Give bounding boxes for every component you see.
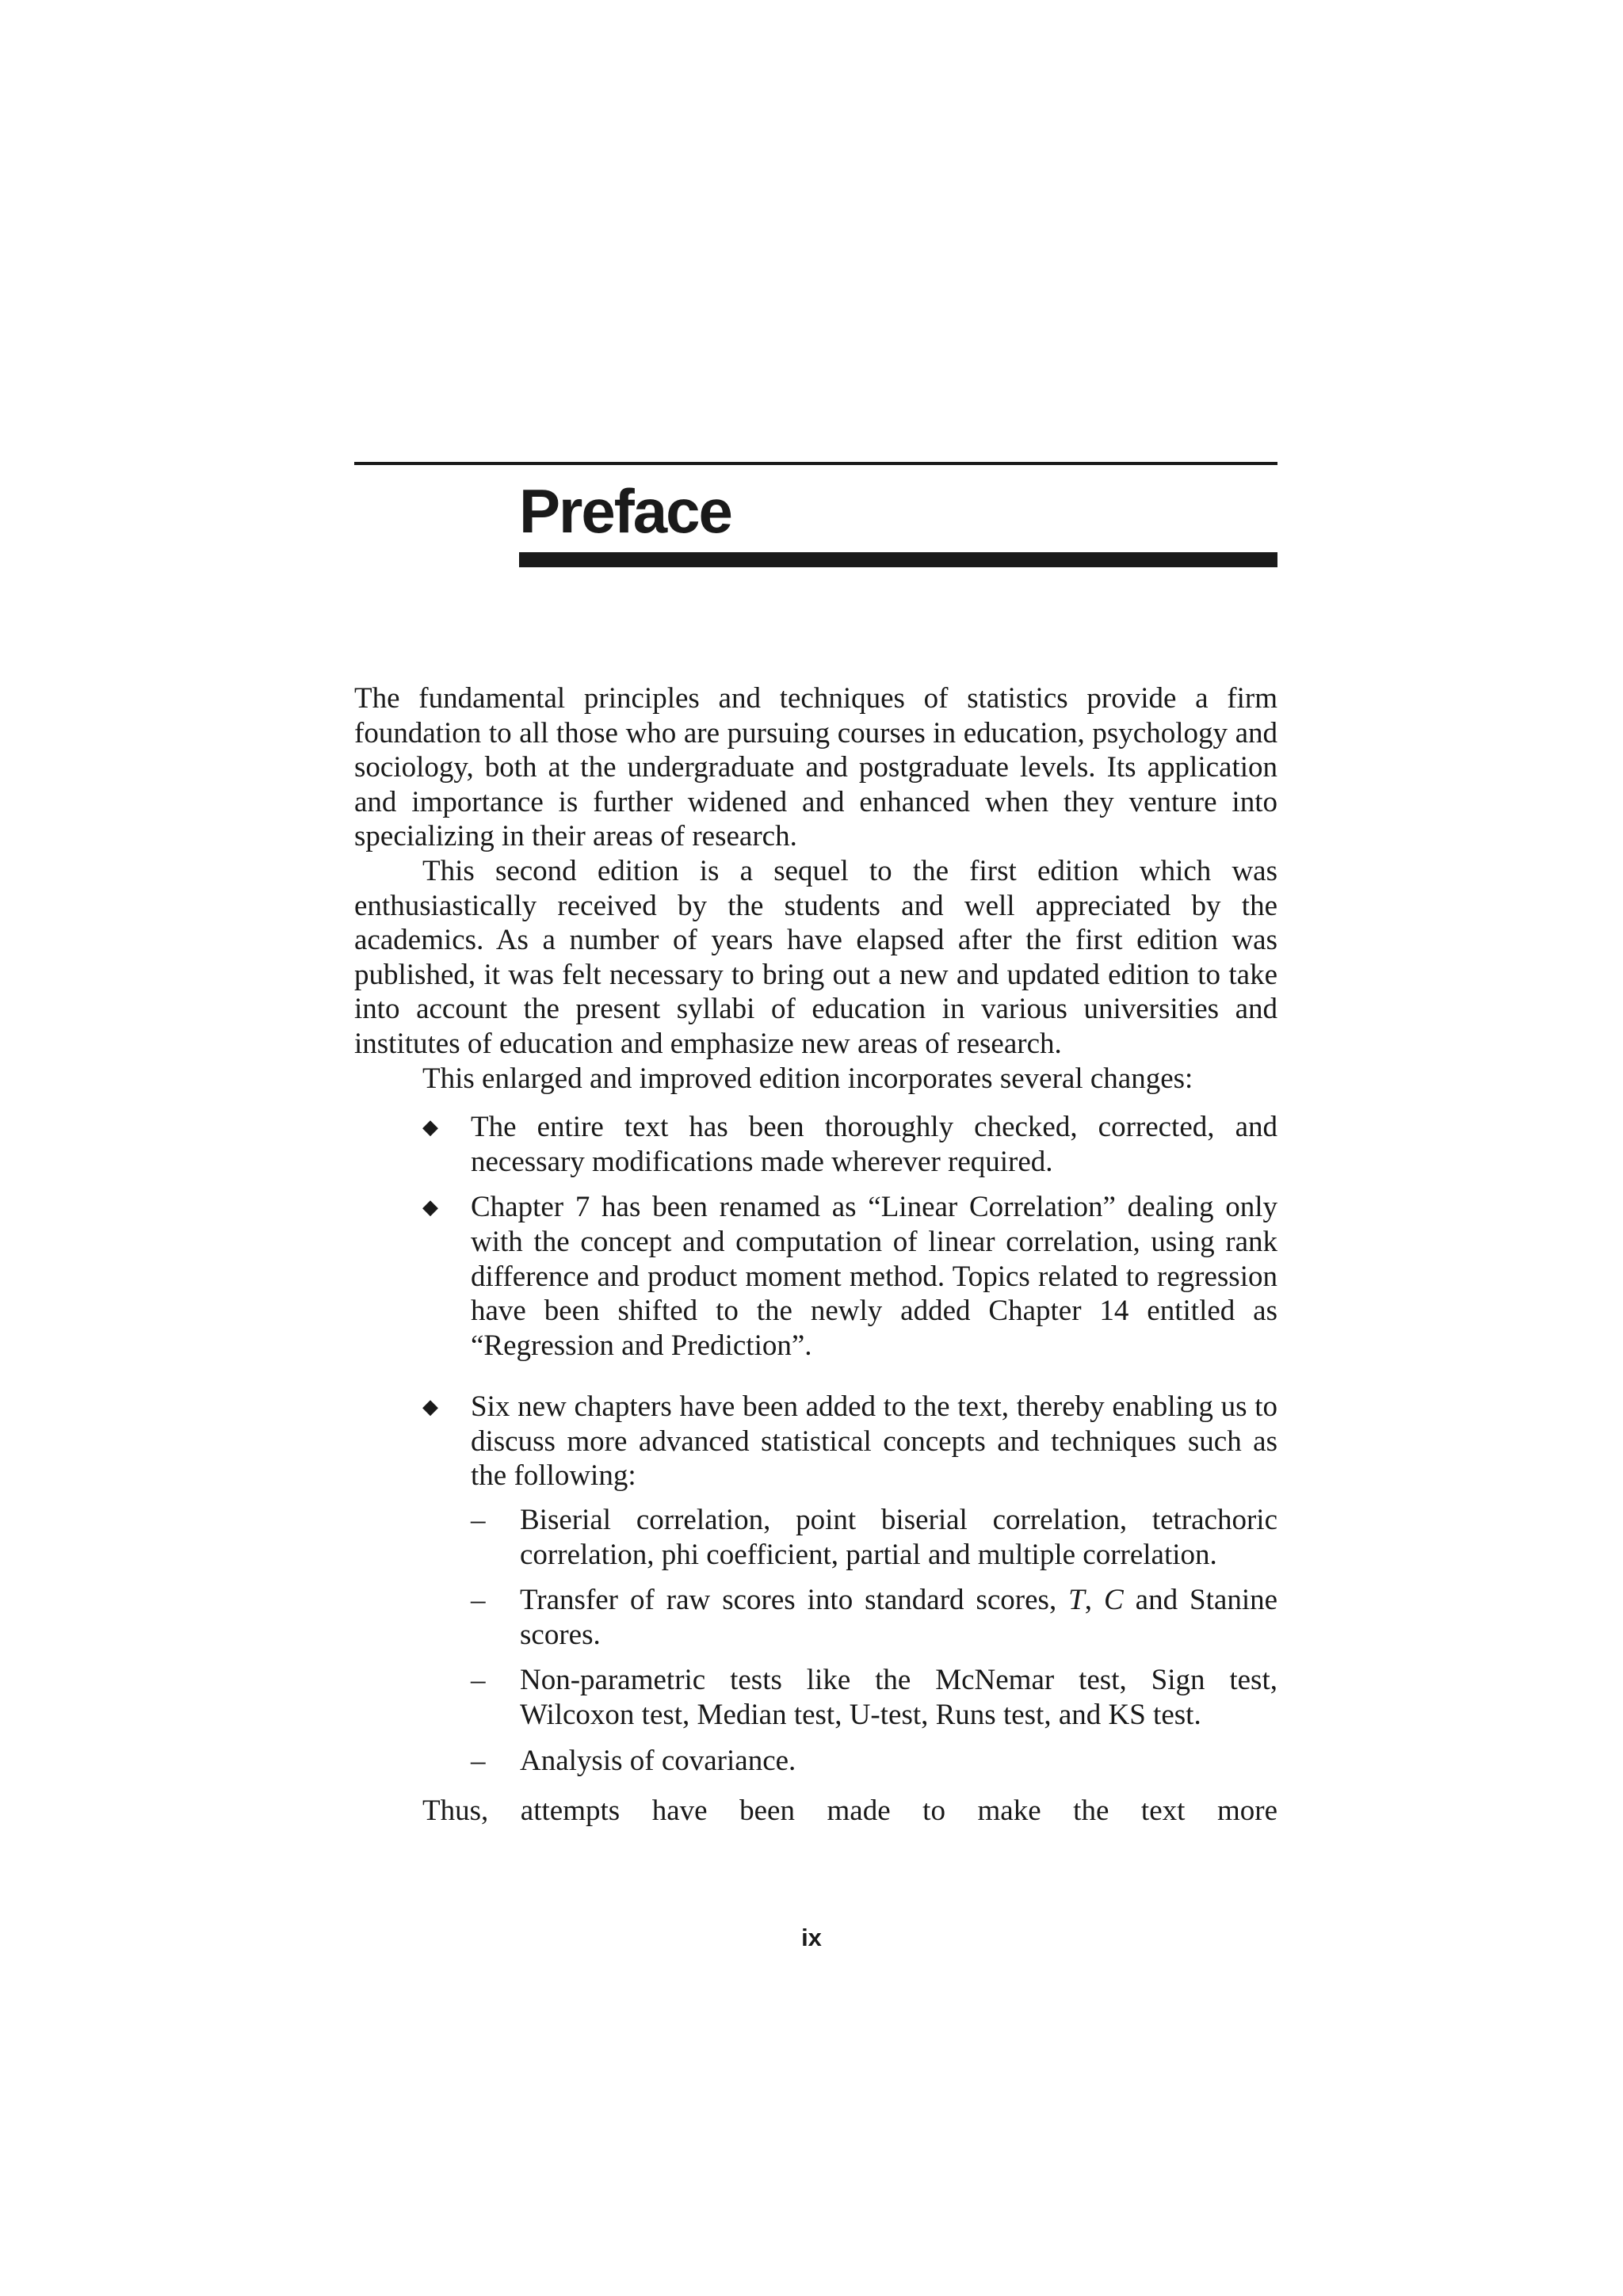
sub-list-item <box>471 1744 1277 1779</box>
sub-list-item-text: Non-parametric tests like the McNemar test, Sign test, Wilcoxon test, Median test, U-test, Runs test, and KS test. <box>520 1664 1277 1732</box>
list-item <box>354 1390 1277 1778</box>
top-rule <box>354 462 1277 465</box>
list-item <box>354 1110 1277 1179</box>
sub-list-item-text: Biserial correlation, point biserial correlation, tetrachoric correlation, phi coefficient, partial and multiple correlation. <box>520 1504 1277 1571</box>
paragraph-second-edition: This second edition is a sequel to the first edition which was enthusiastically received by the students and well appreciated by the academics. As a number of years have elapsed after the first edition was published, it was felt necessary to bring out a new and updated edition to take into account the present syllabi of education in various universities and institutes of education and emphasize new areas of research. <box>354 854 1277 1060</box>
sub-list-item <box>471 1503 1277 1572</box>
c-score-symbol: C <box>1103 1584 1124 1617</box>
t-score-symbol: T <box>1068 1584 1085 1617</box>
sub-list-text-part: Transfer of raw scores into standard scores, <box>520 1584 1069 1617</box>
dash-bullet-icon: – <box>471 1744 486 1777</box>
sub-list-text-part: , <box>1084 1584 1104 1617</box>
sub-list-item <box>471 1663 1277 1732</box>
page-number: ix <box>801 1924 822 1951</box>
list-item-text: The entire text has been thoroughly checked, corrected, and necessary modifications made wherever required. <box>471 1111 1277 1178</box>
list-item <box>354 1190 1277 1363</box>
changes-list <box>354 1110 1277 1778</box>
list-item-text: Chapter 7 has been renamed as “Linear Correlation” dealing only with the concept and computation of linear correlation, using rank difference and product moment method. Topics related to regression have been shifted to the newly added Chapter 14 entitled as “Regression and Prediction”. <box>471 1191 1277 1362</box>
sub-list-item-text: Analysis of covariance. <box>520 1744 796 1777</box>
body-text <box>354 681 1277 1829</box>
diamond-bullet-icon: ◆ <box>422 1196 438 1219</box>
paragraph-changes-intro: This enlarged and improved edition incorporates several changes: <box>422 1062 1193 1095</box>
dash-bullet-icon: – <box>471 1584 486 1617</box>
list-item-text: Six new chapters have been added to the text, thereby enabling us to discuss more advanced statistical concepts and techniques such as the following: <box>471 1390 1277 1493</box>
sub-list-item <box>471 1583 1277 1652</box>
sub-list-text-part: and Stanine scores. <box>520 1584 1278 1651</box>
paragraph-intro: The fundamental principles and techniques of statistics provide a firm foundation to all those who are pursuing courses in education, psychology and sociology, both at the undergraduate and postgraduate levels. Its application and importance is further widened and enhanced when they venture into specializing in their areas of research. <box>354 682 1277 853</box>
diamond-bullet-icon: ◆ <box>422 1116 438 1139</box>
paragraph-closing: Thus, attempts have been made to make the text more <box>422 1794 1277 1828</box>
sub-list-item-text <box>520 1584 1277 1651</box>
heading-underline-bar <box>519 552 1277 567</box>
new-topics-list <box>471 1503 1277 1778</box>
diamond-bullet-icon: ◆ <box>422 1395 438 1419</box>
dash-bullet-icon: – <box>471 1664 486 1697</box>
page-title: Preface <box>519 476 731 546</box>
dash-bullet-icon: – <box>471 1504 486 1537</box>
